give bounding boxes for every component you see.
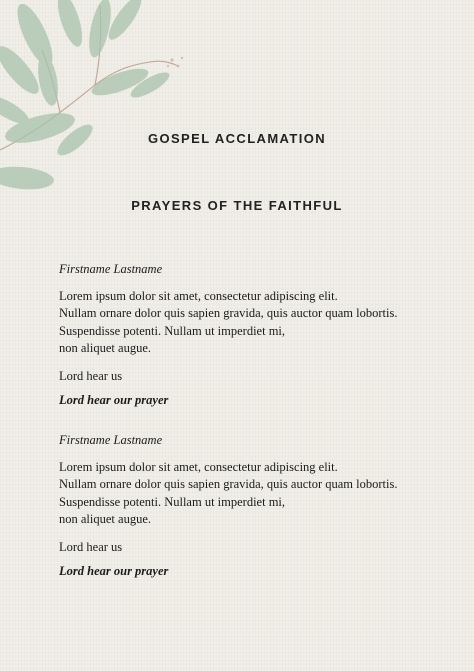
- gospel-acclamation-heading: GOSPEL ACCLAMATION: [147, 131, 327, 146]
- prayer-block: [59, 432, 449, 581]
- prayer-call: Lord hear us: [59, 368, 123, 383]
- prayer-call: Lord hear us: [59, 539, 123, 554]
- prayer-response: Lord hear our prayer: [59, 393, 169, 407]
- prayers-of-the-faithful-heading: PRAYERS OF THE FAITHFUL: [131, 198, 343, 213]
- prayer-block: [59, 261, 449, 410]
- prayer-text: Lorem ipsum dolor sit amet, consectetur adipiscing elit. Nullam ornare dolor quis sapien gravida, quis auctor quam lobortis. Suspendisse potenti. Nullam ut imperdiet mi, non aliquet augue.: [59, 459, 398, 526]
- prayer-text: Lorem ipsum dolor sit amet, consectetur adipiscing elit. Nullam ornare dolor quis sapien gravida, quis auctor quam lobortis. Suspendisse potenti. Nullam ut imperdiet mi, non aliquet augue.: [59, 288, 398, 355]
- reader-name: Firstname Lastname: [59, 433, 163, 447]
- reader-name: Firstname Lastname: [59, 262, 163, 276]
- prayer-response: Lord hear our prayer: [59, 564, 169, 578]
- eucalyptus-foliage-icon: [0, 0, 200, 210]
